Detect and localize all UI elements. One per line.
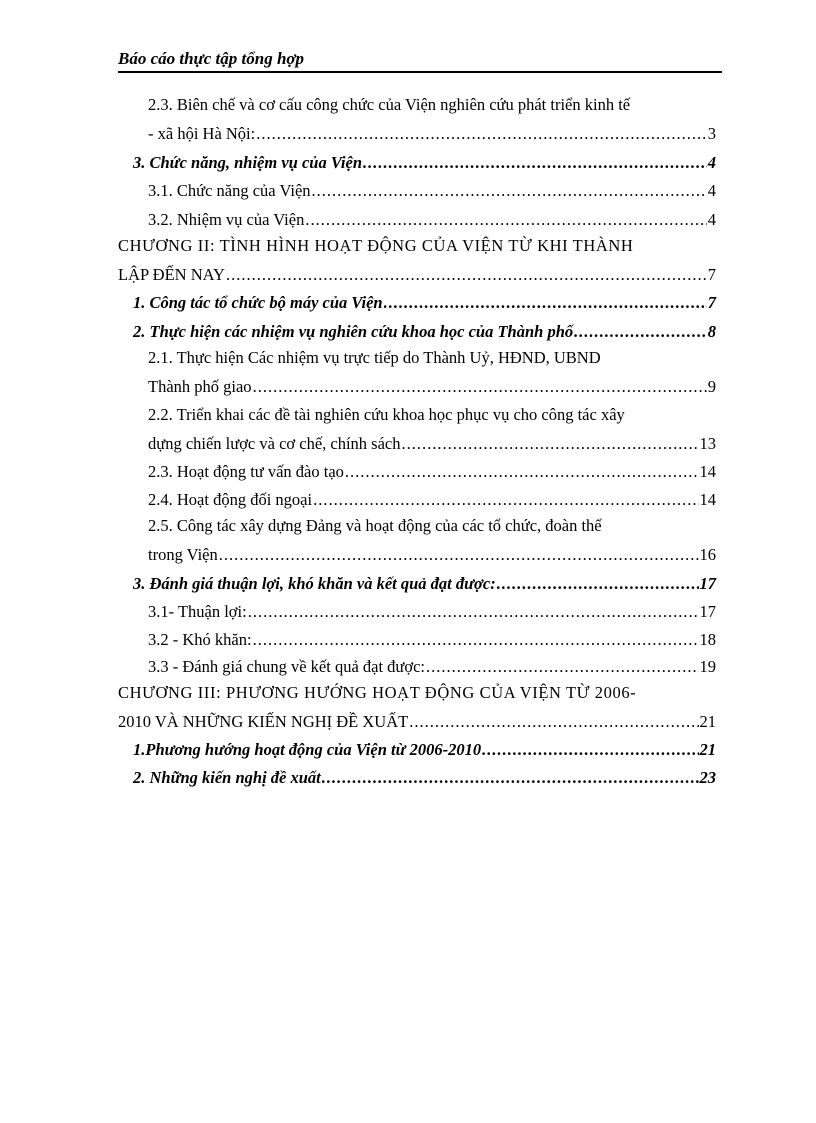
toc-entry-text: 3.1. Chức năng của Viện bbox=[148, 181, 311, 200]
toc-entry-c2-2[interactable] bbox=[133, 317, 716, 346]
dot-leader bbox=[482, 735, 698, 764]
toc-entry-c2-3[interactable] bbox=[133, 569, 716, 598]
page-number: 14 bbox=[699, 462, 716, 481]
page-number: 21 bbox=[699, 712, 716, 731]
dot-leader bbox=[253, 372, 707, 401]
dot-leader bbox=[312, 176, 707, 205]
toc-entry-c2-2-2[interactable] bbox=[148, 429, 716, 458]
page-number: 13 bbox=[699, 434, 716, 453]
toc-entry-c2-2-3[interactable] bbox=[148, 457, 716, 486]
toc-entry-c2-2-1[interactable] bbox=[148, 372, 716, 401]
toc-entry-2-3-line1: 2.3. Biên chế và cơ cấu công chức của Viện nghiên cứu phát triển kinh tế bbox=[148, 95, 631, 114]
toc-entry-3-1[interactable] bbox=[148, 176, 716, 205]
toc-chapter-2[interactable] bbox=[118, 260, 716, 289]
toc-entry-text: 2. Những kiến nghị đề xuất bbox=[133, 768, 321, 787]
toc-entry-text: 3.2 - Khó khăn: bbox=[148, 630, 252, 649]
toc-entry-text: 1. Công tác tổ chức bộ máy của Viện bbox=[133, 293, 383, 312]
toc-entry-c2-1[interactable] bbox=[133, 288, 716, 317]
toc-entry-text: 2.4. Hoạt động đối ngoại bbox=[148, 490, 313, 509]
toc-entry-c2-2-4[interactable] bbox=[148, 485, 716, 514]
page-number: 7 bbox=[707, 293, 716, 312]
toc-entry-c2-2-5[interactable] bbox=[148, 540, 716, 569]
page-number: 18 bbox=[699, 630, 716, 649]
page-number: 4 bbox=[707, 181, 716, 200]
dot-leader bbox=[313, 485, 698, 514]
toc-entry-2-3[interactable] bbox=[148, 119, 716, 148]
toc-entry-c2-3-3[interactable] bbox=[148, 652, 716, 681]
dot-leader bbox=[256, 119, 707, 148]
page-number: 14 bbox=[699, 490, 716, 509]
page-number: 4 bbox=[707, 210, 716, 229]
page-number: 7 bbox=[707, 265, 716, 284]
toc-chapter-2-line1: CHƯƠNG II: TÌNH HÌNH HOẠT ĐỘNG CỦA VIỆN TỪ KHI THÀNH bbox=[118, 236, 634, 255]
page-number: 3 bbox=[707, 124, 716, 143]
dot-leader bbox=[574, 317, 707, 346]
page-number: 8 bbox=[707, 322, 716, 341]
toc-entry-text: 1.Phương hướng hoạt động của Viện từ 2006-2010 bbox=[133, 740, 482, 759]
page-number: 17 bbox=[699, 602, 716, 621]
toc-entry-3[interactable] bbox=[133, 148, 716, 177]
dot-leader bbox=[384, 288, 707, 317]
dot-leader bbox=[322, 763, 699, 792]
toc-entry-text: 3.3 - Đánh giá chung về kết quả đạt được: bbox=[148, 657, 426, 676]
dot-leader bbox=[305, 205, 706, 234]
dot-leader bbox=[409, 707, 698, 736]
dot-leader bbox=[497, 569, 699, 598]
dot-leader bbox=[226, 260, 707, 289]
toc-entry-c2-2-5-line1: 2.5. Công tác xây dựng Đảng và hoạt động của các tổ chức, đoàn thể bbox=[148, 516, 602, 535]
dot-leader bbox=[253, 625, 699, 654]
header-title: Báo cáo thực tập tổng hợp bbox=[118, 49, 305, 68]
toc-entry-text: dựng chiến lược và cơ chế, chính sách bbox=[148, 434, 401, 453]
dot-leader bbox=[219, 540, 699, 569]
toc-entry-text: 3. Đánh giá thuận lợi, khó khăn và kết quả đạt được: bbox=[133, 574, 496, 593]
page-number: 23 bbox=[699, 768, 716, 787]
dot-leader bbox=[248, 597, 699, 626]
toc-chapter-3-line1: CHƯƠNG III: PHƯƠNG HƯỚNG HOẠT ĐỘNG CỦA VIỆN TỪ 2006- bbox=[118, 683, 637, 702]
toc-entry-text: 2010 VÀ NHỮNG KIẾN NGHỊ ĐỀ XUẤT bbox=[118, 712, 409, 731]
dot-leader bbox=[345, 457, 699, 486]
page-number: 16 bbox=[699, 545, 716, 564]
toc-entry-c3-1[interactable] bbox=[133, 735, 716, 764]
toc-entry-c3-2[interactable] bbox=[133, 763, 716, 792]
toc-entry-text: LẬP ĐẾN NAY bbox=[118, 265, 225, 284]
toc-entry-text: 3. Chức năng, nhiệm vụ của Viện bbox=[133, 153, 363, 172]
toc-entry-text: Thành phố giao bbox=[148, 377, 252, 396]
toc-entry-3-2[interactable] bbox=[148, 205, 716, 234]
toc-entry-c2-3-2[interactable] bbox=[148, 625, 716, 654]
dot-leader bbox=[402, 429, 699, 458]
dot-leader bbox=[363, 148, 707, 177]
toc-entry-text: trong Viện bbox=[148, 545, 218, 564]
dot-leader bbox=[426, 652, 698, 681]
toc-chapter-3[interactable] bbox=[118, 707, 716, 736]
page-number: 17 bbox=[699, 574, 716, 593]
toc-entry-text: 2. Thực hiện các nhiệm vụ nghiên cứu khoa học của Thành phố bbox=[133, 322, 574, 341]
page-number: 4 bbox=[707, 153, 716, 172]
page-number: 19 bbox=[699, 657, 716, 676]
page-number: 9 bbox=[707, 377, 716, 396]
toc-entry-c2-3-1[interactable] bbox=[148, 597, 716, 626]
page-number: 21 bbox=[699, 740, 716, 759]
toc-entry-text: 3.2. Nhiệm vụ của Viện bbox=[148, 210, 305, 229]
toc-entry-text: 2.3. Hoạt động tư vấn đào tạo bbox=[148, 462, 344, 481]
toc-entry-text: - xã hội Hà Nội: bbox=[148, 124, 256, 143]
toc-entry-text: 3.1- Thuận lợi: bbox=[148, 602, 247, 621]
toc-entry-c2-2-1-line1: 2.1. Thực hiện Các nhiệm vụ trực tiếp do Thành Uỷ, HĐND, UBND bbox=[148, 348, 601, 367]
toc-entry-c2-2-2-line1: 2.2. Triển khai các đề tài nghiên cứu khoa học phục vụ cho công tác xây bbox=[148, 405, 625, 424]
